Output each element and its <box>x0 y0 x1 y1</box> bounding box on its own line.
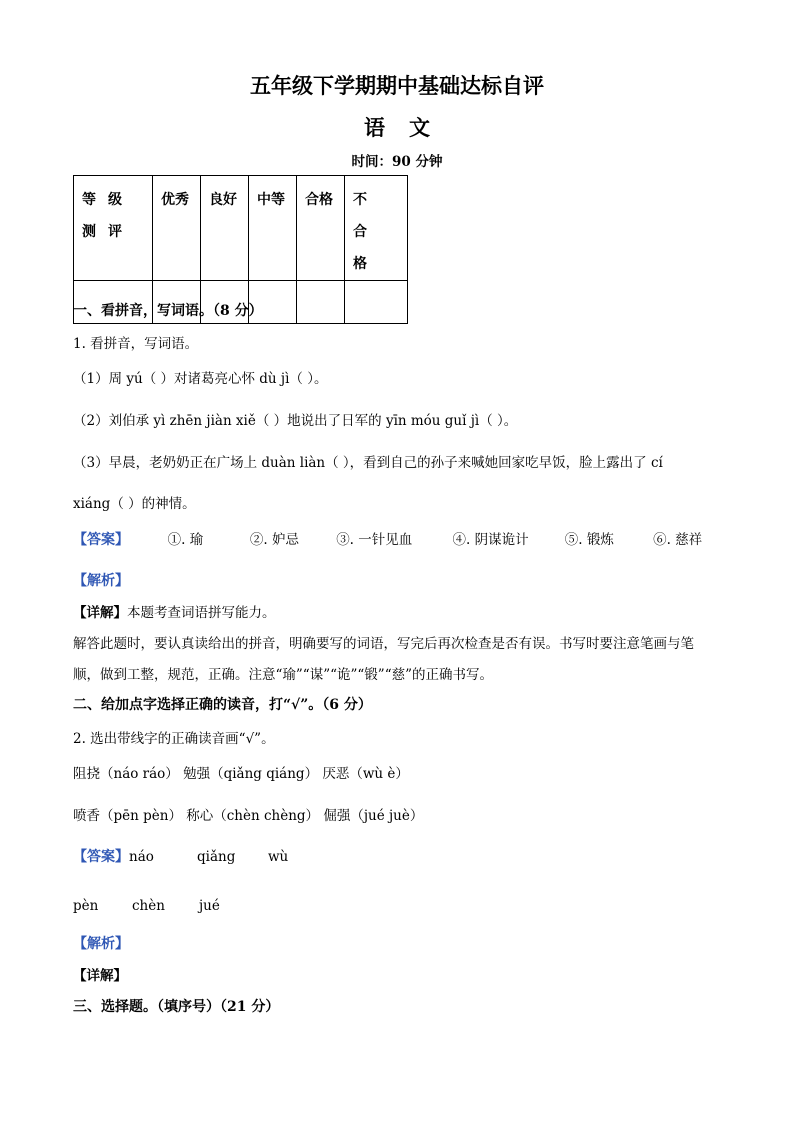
explanation-line1: 解答此题时，要认真读给出的拼音，明确要写的词语，写完后再次检查是否有误。书写时要注意笔画与笔 <box>73 636 694 652</box>
explanation-line2: 顺，做到工整，规范，正确。注意“瑜”“谋”“诡”“锻”“慈”的正确书写。 <box>73 667 494 683</box>
answer-item: ④. 阴谋诡计 <box>452 532 529 548</box>
grade-header-medium: 中等 <box>249 176 297 281</box>
section2-heading: 二、给加点字选择正确的读音，打“√”。（6 分） <box>73 697 372 713</box>
grade-header-pass: 合格 <box>297 176 345 281</box>
answer-item: chèn <box>132 898 165 914</box>
analysis-label-2: 【解析】 <box>73 936 129 952</box>
detail-text: 本题考查词语拼写能力。 <box>127 605 276 621</box>
question1-line4: xiáng（ ）的神情。 <box>73 496 196 512</box>
answer-row-2 <box>73 846 288 866</box>
answer-item: jué <box>199 898 220 914</box>
answer-item: wù <box>268 849 289 865</box>
answer-row-3 <box>73 898 220 914</box>
grade-cell[interactable] <box>297 281 345 324</box>
answer-item: náo <box>129 849 154 865</box>
question1-intro: 1. 看拼音，写词语。 <box>73 336 199 352</box>
document-title: 五年级下学期期中基础达标自评 <box>250 73 544 98</box>
answer-item: pèn <box>73 898 99 914</box>
grade-header-fail: 不合格 <box>345 176 408 281</box>
answer-item: ②. 妒忌 <box>249 532 299 548</box>
detail-line <box>73 601 276 621</box>
grade-cell[interactable] <box>345 281 408 324</box>
analysis-label: 【解析】 <box>73 573 129 589</box>
answer-item: ⑥. 慈祥 <box>653 532 703 548</box>
section3-heading: 三、选择题。（填序号）（21 分） <box>73 999 280 1015</box>
question2-row1: 阻挠（náo ráo） 勉强（qiǎng qiáng） 厌恶（wù è） <box>73 766 409 782</box>
grade-table-header-row <box>74 176 408 281</box>
grade-header-good: 良好 <box>201 176 249 281</box>
grade-header-excellent: 优秀 <box>153 176 201 281</box>
grade-header-level: 等级测评 <box>74 176 153 281</box>
time-limit: 时间：90 分钟 <box>351 154 443 170</box>
answer-item: qiǎng <box>197 849 236 865</box>
question1-line3: （3）早晨，老奶奶正在广场上 duàn liàn（ ），看到自己的孙子来喊她回家吃早饭，脸上露出了 cí <box>73 455 663 471</box>
answer-item: ③. 一针见血 <box>336 532 413 548</box>
answer-item: ⑤. 锻炼 <box>564 532 614 548</box>
answer-label: 【答案】 <box>73 849 129 865</box>
question1-line1: （1）周 yú（ ）对诸葛亮心怀 dù jì（ ）。 <box>73 371 328 387</box>
answer-label: 【答案】 <box>73 532 129 548</box>
detail-label: 【详解】 <box>73 605 127 621</box>
section1-heading: 一、看拼音，写词语。（8 分） <box>73 303 263 319</box>
answer-row-1 <box>73 528 702 549</box>
question1-line2: （2）刘伯承 yì zhēn jiàn xiě（ ）地说出了日军的 yīn móu guǐ jì（ ）。 <box>73 413 518 429</box>
answer-item: ①. 瑜 <box>167 532 204 548</box>
subject-title: 语文 <box>364 115 454 140</box>
question2-intro: 2. 选出带线字的正确读音画“√”。 <box>73 731 275 747</box>
detail-label-2: 【详解】 <box>73 968 127 984</box>
question2-row2: 喷香（pēn pèn） 称心（chèn chèng） 倔强（jué juè） <box>73 808 424 824</box>
